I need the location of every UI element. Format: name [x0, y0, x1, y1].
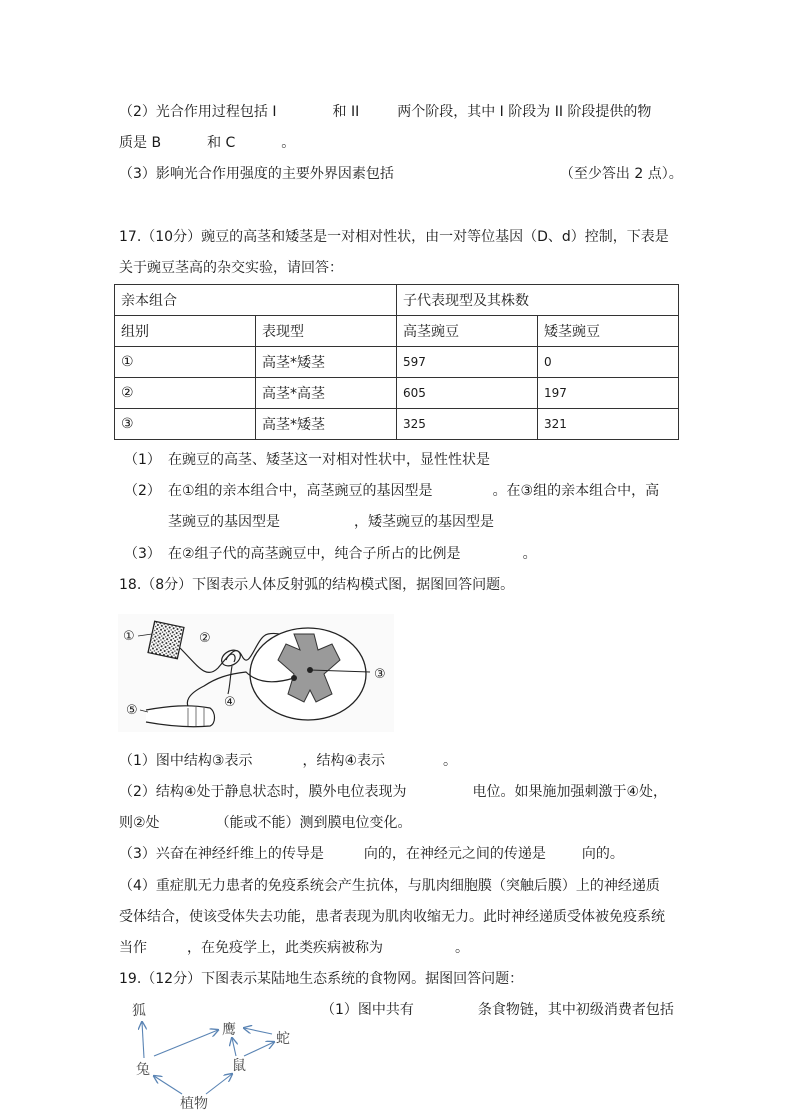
label-3: ③ — [374, 667, 386, 682]
receptor-block — [148, 621, 184, 659]
q19-part1: （1）图中共有 条食物链，其中初级消费者包括 — [321, 1002, 674, 1018]
q17-sub2-cont: 茎豌豆的基因型是 ，矮茎豌豆的基因型是 — [168, 514, 494, 530]
q17-sub2: （2） 在①组的亲本组合中，高茎豌豆的基因型是 。在③组的亲本组合中，高 — [124, 483, 660, 499]
label-5: ⑤ — [126, 703, 138, 718]
q18-part3: （3）兴奋在神经纤维上的传导是 向的，在神经元之间的传递是 向的。 — [119, 846, 624, 862]
q18-part4-line2: 受体结合，使该受体失去功能，患者表现为肌肉收缩无力。此时神经递质受体被免疫系统 — [119, 909, 665, 925]
cell-tall: 605 — [397, 378, 538, 409]
q17-sub3: （3） 在②组子代的高茎豌豆中，纯合子所占的比例是 。 — [124, 546, 537, 562]
q18-part1: （1）图中结构③表示 ，结构④表示 。 — [119, 753, 458, 769]
q18-title: 18.（8分）下图表示人体反射弧的结构模式图，据图回答问题。 — [119, 577, 515, 593]
q16-part2-line1: （2）光合作用过程包括 I 和 II 两个阶段，其中 I 阶段为 II 阶段提供的物 — [119, 104, 652, 120]
table-header-row — [115, 285, 679, 316]
cell-phenotype: 高茎*矮茎 — [256, 347, 397, 378]
table-row — [115, 347, 679, 378]
q17-sub1: （1） 在豌豆的高茎、矮茎这一对相对性状中，显性性状是 — [124, 452, 490, 468]
cell-phenotype: 高茎*矮茎 — [256, 409, 397, 440]
node-fox: 狐 — [132, 1003, 146, 1019]
cell-short: 321 — [538, 409, 679, 440]
column-header: 表现型 — [256, 316, 397, 347]
cell-phenotype: 高茎*高茎 — [256, 378, 397, 409]
node-rabbit: 兔 — [136, 1062, 150, 1078]
q18-part2-cont: 则②处 （能或不能）测到膜电位变化。 — [119, 815, 412, 831]
cell-group: ① — [115, 347, 256, 378]
node-snake: 蛇 — [276, 1031, 290, 1047]
column-header: 矮茎豌豆 — [538, 316, 679, 347]
cell-short: 0 — [538, 347, 679, 378]
q18-part2: （2）结构④处于静息状态时，膜外电位表现为 电位。如果施加强刺激于④处， — [119, 784, 668, 800]
q17-title-line1: 17.（10分）豌豆的高茎和矮茎是一对相对性状，由一对等位基因（D、d）控制，下表是 — [119, 229, 669, 245]
label-4: ④ — [224, 695, 236, 710]
food-web-figure — [120, 996, 310, 1114]
cell-group: ② — [115, 378, 256, 409]
label-1: ① — [123, 629, 135, 644]
table-header-offspring: 子代表现型及其株数 — [397, 285, 679, 316]
food-web-arrows — [142, 1022, 274, 1094]
node-hawk: 鹰 — [222, 1022, 236, 1038]
cell-short: 197 — [538, 378, 679, 409]
q18-part4-line3: 当作 ，在免疫学上，此类疾病被称为 。 — [119, 940, 469, 956]
table-row — [115, 409, 679, 440]
q19-title: 19.（12分）下图表示某陆地生态系统的食物网。据图回答问题： — [119, 971, 524, 987]
label-2: ② — [199, 631, 211, 646]
reflex-arc-figure — [118, 614, 394, 732]
column-header: 高茎豌豆 — [397, 316, 538, 347]
cell-group: ③ — [115, 409, 256, 440]
table-header-parent: 亲本组合 — [115, 285, 397, 316]
q17-title-line2: 关于豌豆茎高的杂交实验，请回答： — [119, 260, 343, 276]
node-mouse: 鼠 — [232, 1058, 246, 1074]
q17-cross-table — [114, 284, 679, 440]
cell-tall: 325 — [397, 409, 538, 440]
table-column-row — [115, 316, 679, 347]
q18-part4-line1: （4）重症肌无力患者的免疫系统会产生抗体，与肌肉细胞膜（突触后膜）上的神经递质 — [119, 878, 660, 894]
cell-tall: 597 — [397, 347, 538, 378]
node-plant: 植物 — [180, 1096, 208, 1112]
column-header: 组别 — [115, 316, 256, 347]
table-row — [115, 378, 679, 409]
q16-part3-line: （3）影响光合作用强度的主要外界因素包括 （至少答出 2 点）。 — [119, 166, 683, 182]
q16-part2-line2: 质是 B 和 C 。 — [119, 135, 296, 151]
